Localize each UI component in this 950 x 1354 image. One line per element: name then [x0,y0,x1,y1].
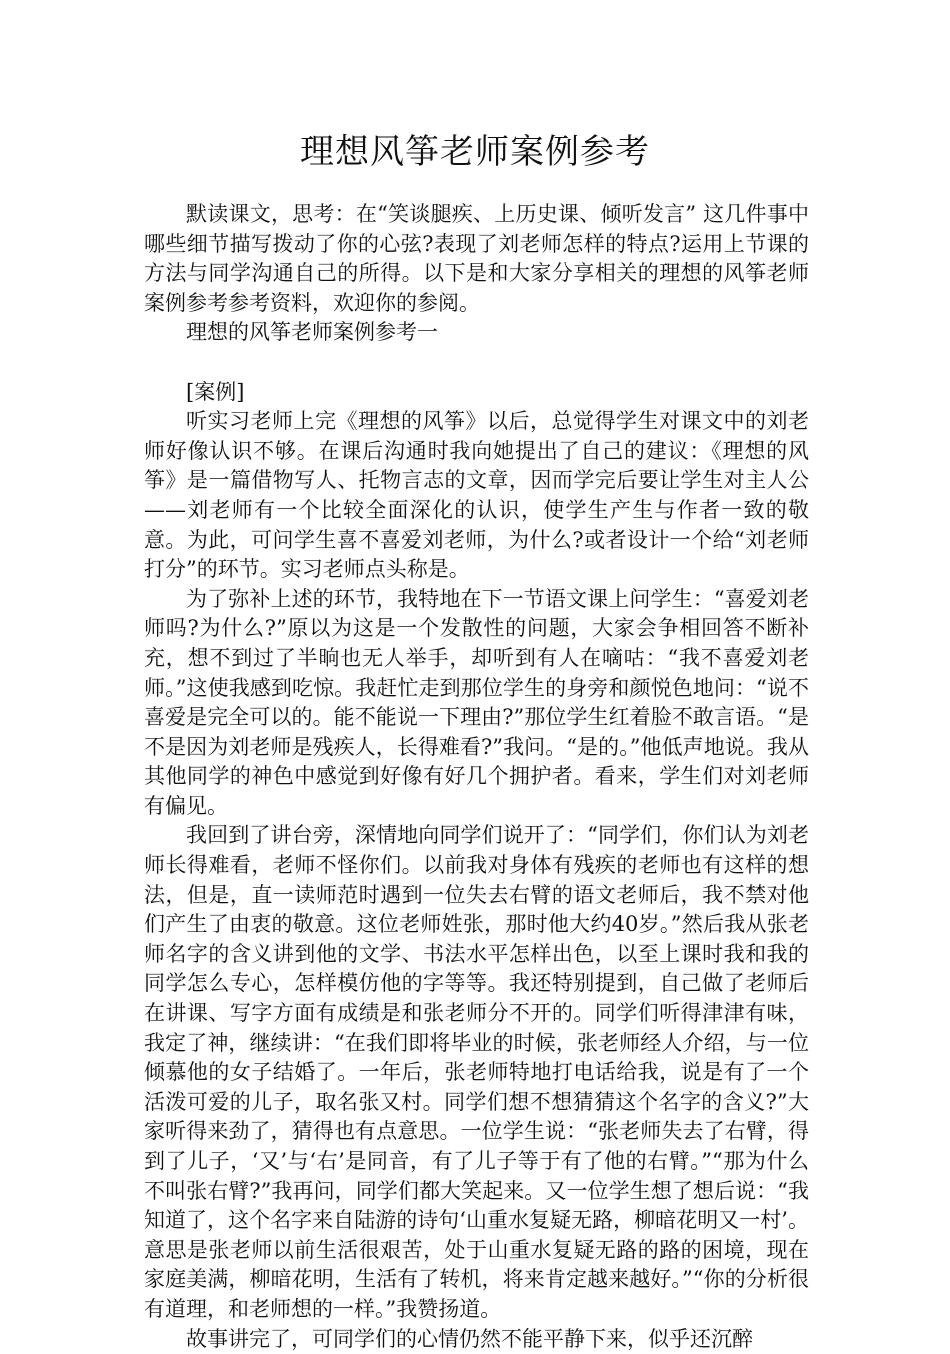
body-paragraph: 听实习老师上完《理想的风筝》以后，总觉得学生对课文中的刘老师好像认识不够。在课后沟通时我向她提出了自己的建议：《理想的风筝》是一篇借物写人、托物言志的文章，因而学完后要让学生对主人公——刘老师有一个比较全面深化的认识，使学生产生与作者一致的敬意。为此，可问学生喜不喜爱刘老师，为什么?或者设计一个给“刘老师打分”的环节。实习老师点头称是。 [144,409,809,582]
section-heading: 理想的风筝老师案例参考一 [186,320,438,345]
body-paragraph: 故事讲完了，可同学们的心情仍然不能平静下来，似乎还沉醉 [186,1326,753,1351]
page-title: 理想风筝老师案例参考 [300,132,650,172]
body-paragraph: 我回到了讲台旁，深情地向同学们说开了：“同学们，你们认为刘老师长得难看，老师不怪你们。以前我对身体有残疾的老师也有这样的想法，但是，直一读师范时遇到一位失去右臂的语文老师后，我不禁对他们产生了由衷的敬意。这位老师姓张，那时他大约40岁。”然后我从张老师名字的含义讲到他的文学、书法水平怎样出色，以至上课时我和我的同学怎么专心，怎样模仿他的字等等。我还特别提到，自己做了老师后在讲课、写字方面有成绩是和张老师分不开的。同学们听得津津有味，我定了神，继续讲：“在我们即将毕业的时候，张老师经人介绍，与一位倾慕他的女子结婚了。一年后，张老师特地打电话给我，说是有了一个活泼可爱的儿子，取名张又村。同学们想不想猜猜这个名字的含义?”大家听得来劲了，猜得也有点意思。一位学生说：“张老师失去了右臂，得到了儿子，‘又’与‘右’是同音，有了儿子等于有了他的右臂。”“那为什么不叫张右臂?”我再问，同学们都大笑起来。又一位学生想了想后说：“我知道了，这个名字来自陆游的诗句‘山重水复疑无路，柳暗花明又一村’。意思是张老师以前生活很艰苦，处于山重水复疑无路的路的困境，现在家庭美满，柳暗花明，生活有了转机，将来肯定越来越好。”“你的分析很有道理，和老师想的一样。”我赞扬道。 [144,823,809,1321]
blank-line [144,348,809,378]
body-paragraph: 为了弥补上述的环节，我特地在下一节语文课上问学生：“喜爱刘老师吗?为什么?”原以为这是一个发散性的问题，大家会争相回答不断补充，想不到过了半晌也无人举手，却听到有人在嘀咕：“我不喜爱刘老师。”这使我感到吃惊。我赶忙走到那位学生的身旁和颜悦色地问：“说不喜爱是完全可以的。能不能说一下理由?”那位学生红着脸不敢言语。“是不是因为刘老师是残疾人，长得难看?”我问。“是的。”他低声地说。我从其他同学的神色中感觉到好像有好几个拥护者。看来，学生们对刘老师有偏见。 [144,586,809,818]
document-body [144,200,809,1354]
intro-paragraph: 默读课文，思考：在“笑谈腿疾、上历史课、倾听发言” 这几件事中哪些细节描写拨动了你的心弦?表现了刘老师怎样的特点?运用上节课的方法与同学沟通自己的所得。以下是和大家分享相关的理想的风筝老师案例参考参考资料，欢迎你的参阅。 [144,202,809,315]
case-label: [案例] [186,379,245,404]
